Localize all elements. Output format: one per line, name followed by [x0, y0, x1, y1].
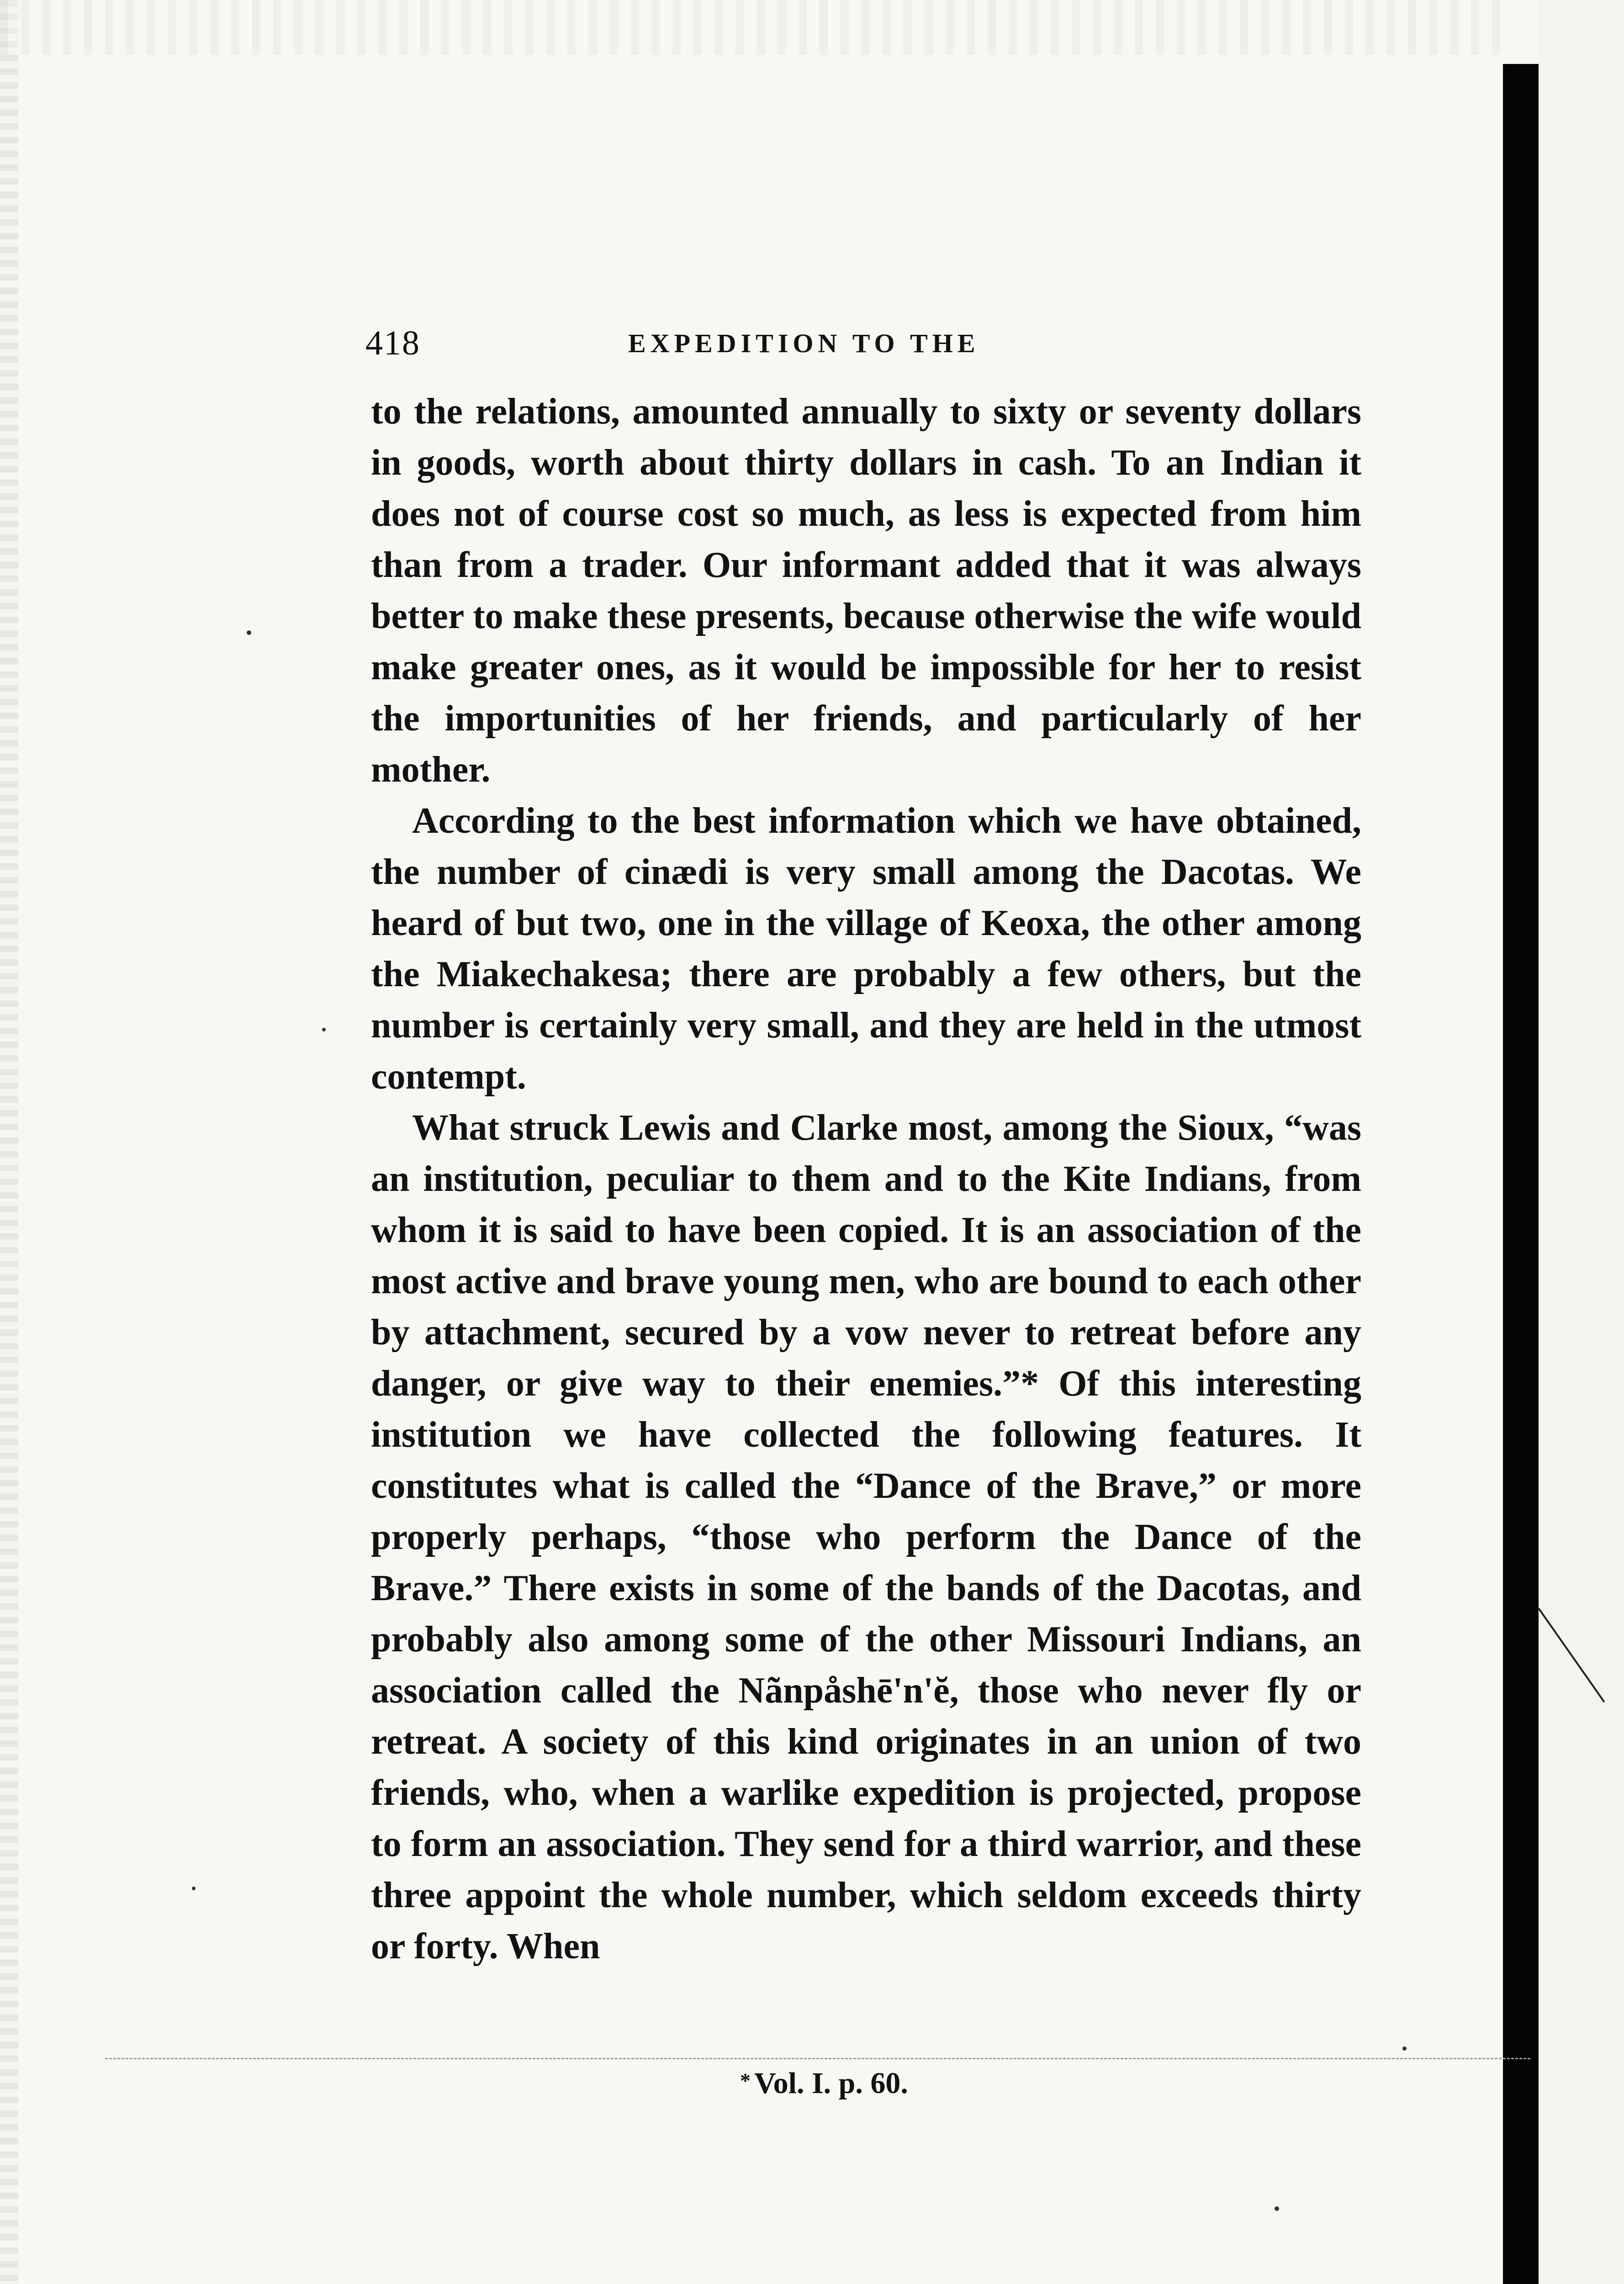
- paragraph-cinaedi: According to the best information which we have obtained, the number of cinædi is very small among the Dacotas. We heard of but two, one in the village of Keoxa, the other among the Miakechakesa; there are probably a few others, but the number is certainly very small, and they are held in the utmost contempt.: [371, 801, 1361, 1097]
- footnote: [740, 2060, 1060, 2104]
- speck: [247, 630, 251, 635]
- speck: [1275, 2206, 1279, 2211]
- scan-edge-top: [0, 0, 1508, 55]
- page-number: 418: [365, 324, 420, 362]
- speck: [322, 1028, 326, 1031]
- body-text: [371, 386, 1361, 1972]
- speck: [1402, 2046, 1407, 2051]
- binding-shadow-bar: [1503, 64, 1539, 2284]
- running-head: EXPEDITION TO THE: [628, 328, 980, 358]
- speck: [192, 1887, 196, 1890]
- paragraph-continuation: to the relations, amounted annually to sixty or seventy dollars in goods, worth about thirty dollars in cash. To an Indian it does not of course cost so much, as less is expected from him than from a trader. Our informant added that it was always better to make these presents, because otherwise the wife would make greater ones, as it would be impossible for her to resist the importunities of her friends, and particularly of her mother.: [371, 391, 1361, 790]
- page-header: [365, 323, 1032, 365]
- footnote-text: Vol. I. p. 60.: [754, 2067, 908, 2100]
- scan-edge-left: [0, 0, 18, 2284]
- facing-page-strip: [1539, 0, 1624, 2284]
- paragraph-dance-of-the-brave: What struck Lewis and Clarke most, among the Sioux, “was an institution, peculiar to them and to the Kite Indians, from whom it is said to have been copied. It is an association of the most active and brave young men, who are bound to each other by attachment, secured by a vow never to retreat before any danger, or give way to their enemies.”* Of this interesting institution we have collected the following features. It constitutes what is called the “Dance of the Brave,” or more properly perhaps, “those who perform the Dance of the Brave.” There exists in some of the bands of the Dacotas, and probably also among some of the other Missouri Indians, an association called the Nãnpåshē'n'ĕ, those who never fly or retreat. A society of this kind originates in an union of two friends, who, when a warlike expedition is projected, propose to form an association. They send for a third warrior, and these three appoint the whole number, which seldom exceeds thirty or forty. When: [371, 1108, 1361, 1967]
- footnote-rule: [105, 2058, 1530, 2059]
- footnote-mark: *: [740, 2069, 751, 2092]
